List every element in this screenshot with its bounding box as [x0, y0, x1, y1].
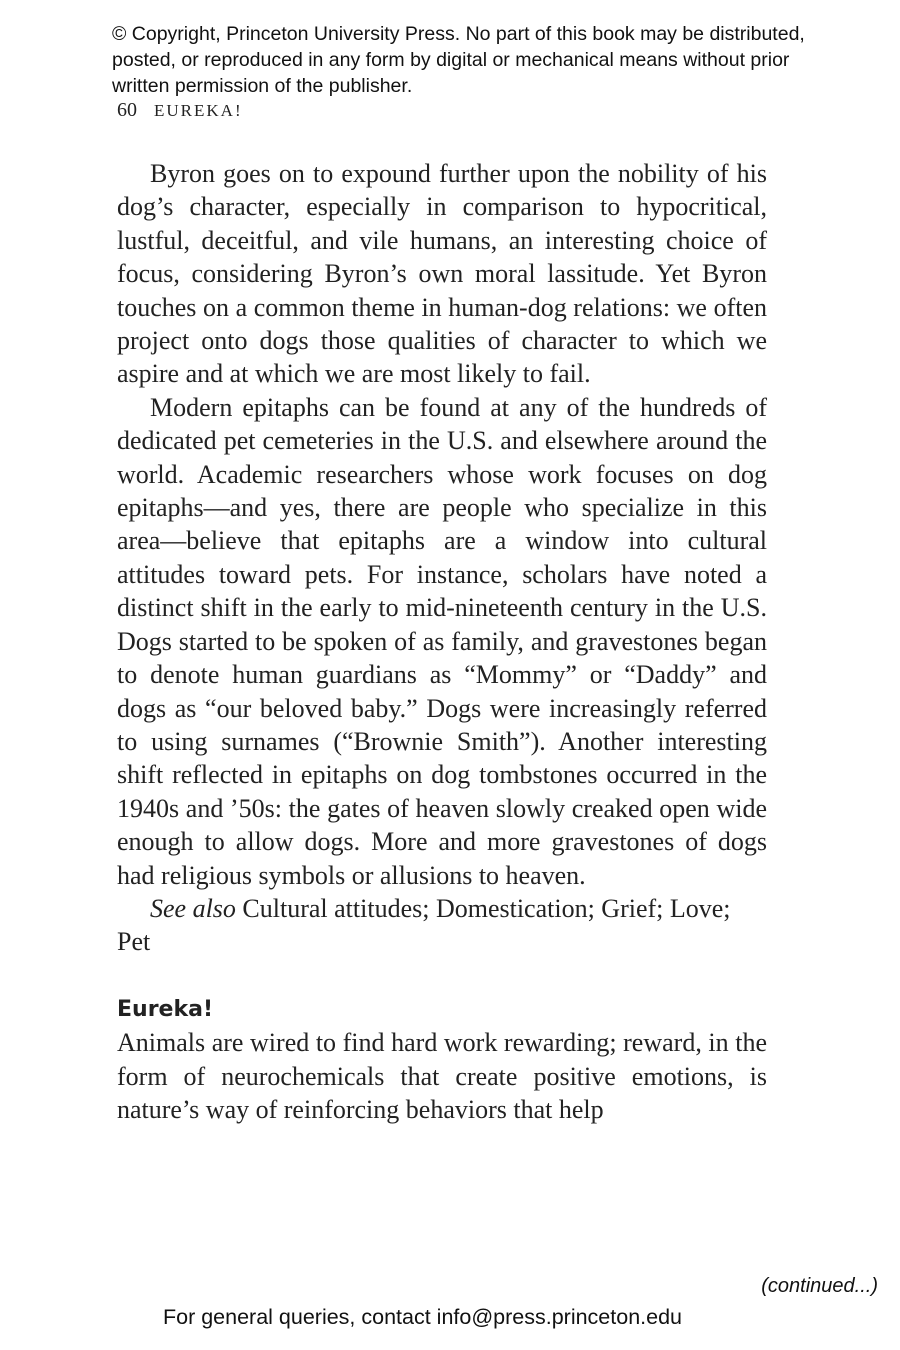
entry-heading: Eureka! — [117, 996, 213, 1022]
see-also-entries: Cultural attitudes; Domestication; Grief; Love; Pet — [117, 893, 731, 957]
body-paragraph: Modern epitaphs can be found at any of the hundreds of dedicated pet cemeteries in the U.S. and elsewhere around the world. Academic researchers whose work focuses on dog epitaphs—and yes, there are people who specialize in this area—believe that epitaphs are a window into cultural attitudes toward pets. For instance, scholars have noted a distinct shift in the early to mid-nineteenth century in the U.S. Dogs started to be spoken of as family, and gravestones began to denote human guardians as “Mommy” or “Daddy” and dogs as “our beloved baby.” Dogs were increasingly referred to using surnames (“Brownie Smith”). Another interesting shift reflected in epitaphs on dog tombstones occurred in the 1940s and ’50s: the gates of heaven slowly creaked open wide enough to allow dogs. More and more gravestones of dogs had religious symbols or allusions to heaven. — [117, 392, 767, 890]
see-also-line — [117, 892, 767, 959]
entry-paragraph: Animals are wired to find hard work rewarding; reward, in the form of neurochemicals that create positive emotions, is nature’s way of reinforcing behaviors that help — [117, 1028, 767, 1124]
page-number: 60 — [117, 99, 137, 121]
queries-footer: For general queries, contact info@press.princeton.edu — [163, 1305, 683, 1329]
body-paragraph: Byron goes on to expound further upon the nobility of his dog’s character, especially in comparison to hypocritical, lustful, deceitful, and vile humans, an interesting choice of focus, considering Byron’s own moral lassitude. Yet Byron touches on a common theme in human-dog relations: we often project onto dogs those qualities of character to which we aspire and at which we are most likely to fail. — [117, 159, 767, 389]
see-also-label: See also — [150, 893, 236, 923]
running-head-title: EUREKA! — [154, 101, 243, 120]
copyright-notice: © Copyright, Princeton University Press. No part of this book may be distributed, posted, or reproduced in any form by digital or mechanical means without prior written permission of the publisher. — [112, 23, 805, 97]
running-head — [117, 98, 243, 123]
continued-note: (continued...) — [761, 1275, 878, 1297]
page-body — [117, 157, 767, 1126]
